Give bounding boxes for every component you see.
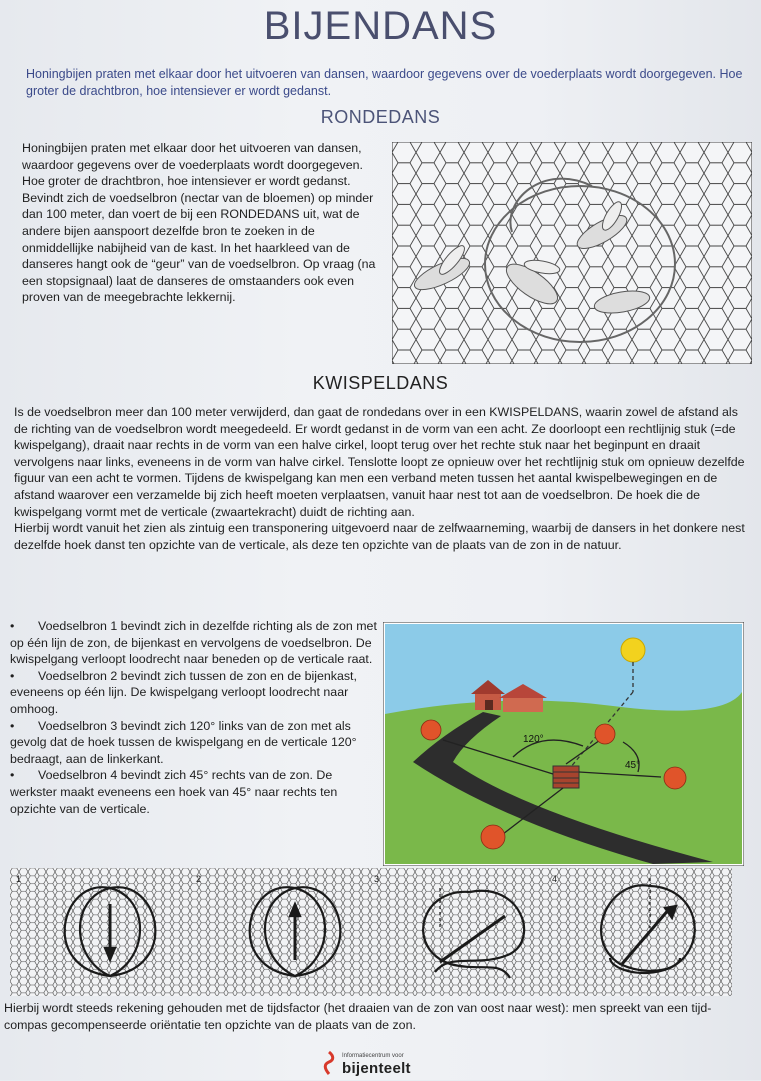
logo-tagline: Informatiecentrum voor (342, 1053, 404, 1059)
bullet-marker: • (10, 619, 15, 633)
list-item: • Voedselbron 2 bevindt zich tussen de zon en de bijenkast, eveneens op één lijn. De kwispelgang verloopt loodrecht naar omhoog. (10, 668, 357, 716)
list-item: • Voedselbron 4 bevindt zich 45° rechts van de zon. De werkster maakt eveneens een hoek van 45° naar rechts ten opzichte van de verticale. (10, 768, 338, 816)
round-dance-illustration (392, 142, 752, 364)
bijenteelt-logo (320, 1050, 440, 1078)
bullet-marker: • (10, 718, 15, 733)
kwispeldans-text (14, 404, 750, 553)
bullet-marker: • (10, 768, 15, 783)
angle-label-45: 45° (625, 760, 641, 771)
list-item: • Voedselbron 3 bevindt zich 120° links van de zon met als gevolg dat de hoek tussen de kwispelgang en de verticale 120° bedraagt, aan de linkerkant. (10, 718, 357, 766)
rondedans-paragraph-2: Bevindt zich de voedselbron (nectar van de bloemen) op minder dan 100 meter, dan voert de bij een RONDEDANS uit, wat de andere bijen aanspoort dezelfde bron te zoeken in de onmiddellijke nabijheid van de kast. In het haarkleed van de danseres hangt ook de “geur” van de voedselbron. Op vraag (na een stopsignaal) laat de danseres de omstaanders ook even proven van de meegebrachte lekkernij. (22, 190, 376, 305)
panel-number-1: 1 (16, 874, 22, 884)
beehive-icon (553, 766, 579, 788)
food-source-list (10, 618, 378, 817)
logo-name: bijenteelt (342, 1060, 411, 1077)
rondedans-paragraph-1: Honingbijen praten met elkaar door het uitvoeren van dansen, waardoor gegevens over de voederplaats wordt doorgegeven. Hoe groter de drachtbron, hoe intensiever er wordt gedanst. (22, 141, 363, 189)
list-item: • Voedselbron 1 bevindt zich in dezelfde richting als de zon met op één lijn de zon, de bijenkast en vervolgens de voedselbron. De kwispelgang verloopt loodrecht naar beneden op de verticale raat. (10, 619, 377, 667)
rondedans-heading: RONDEDANS (320, 107, 441, 127)
rondedans-text (22, 140, 388, 306)
panel-number-2: 2 (196, 874, 202, 884)
panel-number-3: 3 (374, 874, 380, 884)
bullet-marker: • (10, 668, 15, 683)
footer-text: Hierbij wordt steeds rekening gehouden met de tijdsfactor (het draaien van de zon van oost naar west): men spreekt van een tijd-compas gecompenseerde oriëntatie ten opzichte van de plaats van de zon. (4, 1001, 712, 1032)
sun-hive-diagram (383, 622, 744, 866)
kwispeldans-heading: KWISPELDANS (312, 373, 449, 393)
intro-text: Honingbijen praten met elkaar door het uitvoeren van dansen, waardoor gegevens over de voederplaats wordt doorgegeven. Hoe groter de drachtbron, hoe intensiever er wordt gedanst. (26, 67, 743, 98)
kwispeldans-paragraph-1: Is de voedselbron meer dan 100 meter verwijderd, dan gaat de rondedans over in een KWISPELDANS, waarin zowel de afstand als de richting van de voedselbron wordt meegedeeld. Er wordt gedanst in de vorm van een acht. Ze doorloopt een rechtlijnig stuk (=de kwispelgang), draait naar rechts in de vorm van een halve cirkel, loopt terug over het rechte stuk naar het beginpunt en draait vervolgens naar links, eveneens in de vorm van halve cirkel. Tenslotte loopt ze opnieuw over het rechtlijnig stuk om opnieuw dezelfde figuur van een acht te vormen. Tijdens de kwispelgang kan men een verband meten tussen het aantal kwispelbewegingen en de afstand waarover een verzamelde bij zich heeft moeten verplaatsen, vanuit haar nest tot aan de voedselbron. De hoek die de kwispelgang vormt met de verticale (zwaartekracht) duidt de richting aan. (14, 405, 745, 519)
kwispeldans-paragraph-2: Hierbij wordt vanuit het zien als zintuig een transponering uitgevoerd naar de zelfwaarneming, waarbij de dansers in het donkere nest dezelfde hoek danst ten opzichte van de verticale, als deze ten opzichte van de plaats van de zon in de natuur. (14, 521, 745, 552)
angle-label-120: 120° (523, 734, 544, 745)
page-title: BIJENDANS (263, 4, 498, 48)
waggle-dance-panels (10, 868, 732, 996)
panel-number-4: 4 (552, 874, 558, 884)
logo-icon (320, 1050, 338, 1076)
